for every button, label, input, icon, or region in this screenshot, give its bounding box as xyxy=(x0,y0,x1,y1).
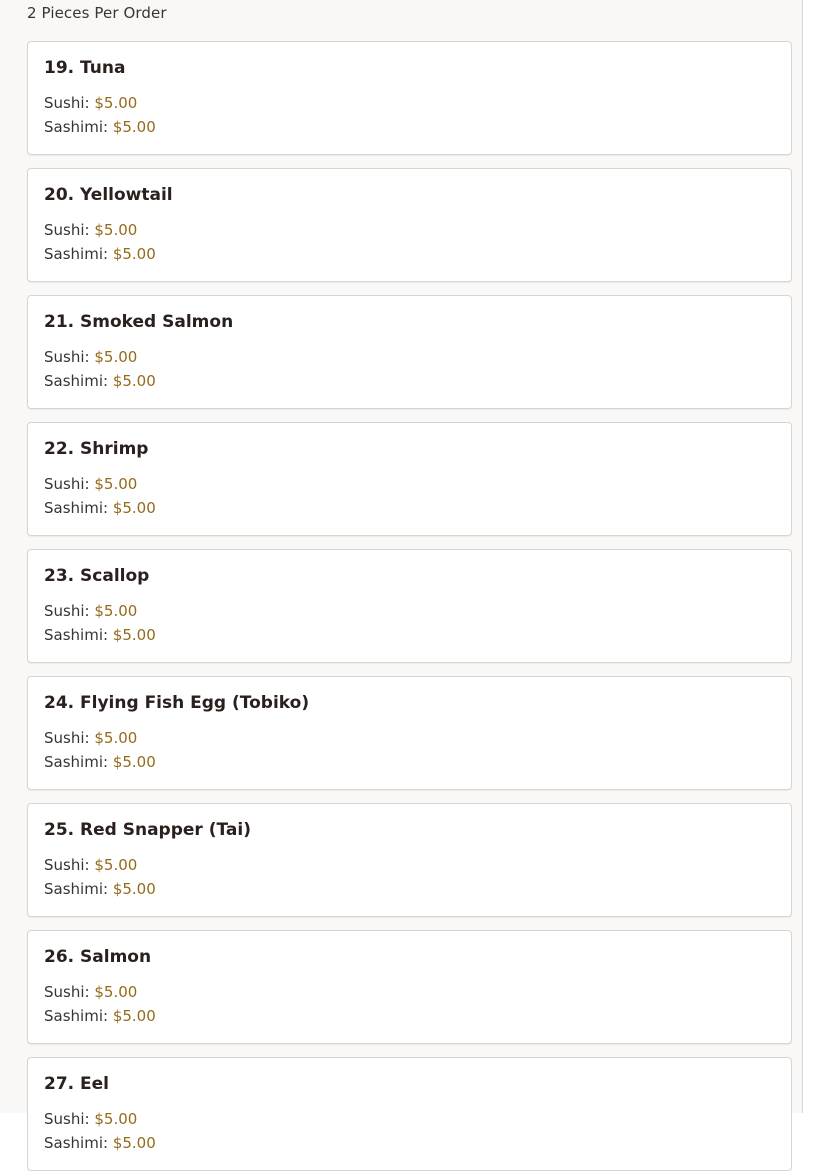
price-value: $5.00 xyxy=(112,626,156,644)
price-label: Sashimi: xyxy=(44,372,109,390)
price-value: $5.00 xyxy=(112,880,156,898)
sushi-price-row xyxy=(44,94,137,112)
sushi-price-row xyxy=(44,983,137,1001)
menu-item-title: 19. Tuna xyxy=(44,58,126,78)
menu-item-title: 21. Smoked Salmon xyxy=(44,312,234,332)
sushi-price-row xyxy=(44,348,137,366)
price-label: Sushi: xyxy=(44,856,90,874)
menu-item-card[interactable] xyxy=(27,168,792,282)
sashimi-price-row xyxy=(44,118,156,136)
price-label: Sushi: xyxy=(44,94,90,112)
price-label: Sushi: xyxy=(44,602,90,620)
price-value: $5.00 xyxy=(112,372,156,390)
price-value: $5.00 xyxy=(94,856,138,874)
price-value: $5.00 xyxy=(94,1110,138,1128)
price-label: Sushi: xyxy=(44,348,90,366)
price-label: Sashimi: xyxy=(44,626,109,644)
sashimi-price-row xyxy=(44,499,156,517)
sushi-price-row xyxy=(44,729,137,747)
price-value: $5.00 xyxy=(112,118,156,136)
price-label: Sashimi: xyxy=(44,880,109,898)
price-value: $5.00 xyxy=(112,1134,156,1152)
menu-item-list xyxy=(27,41,792,1171)
price-label: Sashimi: xyxy=(44,1007,109,1025)
price-label: Sushi: xyxy=(44,1110,90,1128)
price-label: Sashimi: xyxy=(44,499,109,517)
price-value: $5.00 xyxy=(94,94,138,112)
menu-item-card[interactable] xyxy=(27,422,792,536)
price-value: $5.00 xyxy=(94,602,138,620)
price-label: Sashimi: xyxy=(44,1134,109,1152)
menu-item-title: 24. Flying Fish Egg (Tobiko) xyxy=(44,693,310,713)
menu-item-title: 22. Shrimp xyxy=(44,439,149,459)
price-value: $5.00 xyxy=(112,1007,156,1025)
price-label: Sashimi: xyxy=(44,118,109,136)
price-value: $5.00 xyxy=(94,983,138,1001)
sushi-price-row xyxy=(44,602,137,620)
menu-item-title: 23. Scallop xyxy=(44,566,150,586)
menu-item-title: 27. Eel xyxy=(44,1074,110,1094)
sashimi-price-row xyxy=(44,372,156,390)
menu-item-card[interactable] xyxy=(27,549,792,663)
menu-item-card[interactable] xyxy=(27,41,792,155)
menu-item-card[interactable] xyxy=(27,676,792,790)
price-value: $5.00 xyxy=(94,475,138,493)
price-label: Sushi: xyxy=(44,729,90,747)
sashimi-price-row xyxy=(44,1134,156,1152)
menu-item-card[interactable] xyxy=(27,295,792,409)
menu-item-card[interactable] xyxy=(27,1057,792,1171)
menu-item-title: 25. Red Snapper (Tai) xyxy=(44,820,251,840)
section-subtitle: 2 Pieces Per Order xyxy=(27,4,167,22)
price-value: $5.00 xyxy=(112,753,156,771)
price-value: $5.00 xyxy=(112,499,156,517)
menu-item-title: 20. Yellowtail xyxy=(44,185,173,205)
menu-item-title: 26. Salmon xyxy=(44,947,152,967)
sashimi-price-row xyxy=(44,245,156,263)
price-value: $5.00 xyxy=(94,221,138,239)
sashimi-price-row xyxy=(44,1007,156,1025)
sashimi-price-row xyxy=(44,626,156,644)
price-value: $5.00 xyxy=(94,729,138,747)
sushi-price-row xyxy=(44,221,137,239)
price-label: Sushi: xyxy=(44,221,90,239)
price-value: $5.00 xyxy=(112,245,156,263)
sushi-price-row xyxy=(44,856,137,874)
sashimi-price-row xyxy=(44,880,156,898)
menu-item-card[interactable] xyxy=(27,803,792,917)
price-label: Sashimi: xyxy=(44,245,109,263)
price-label: Sashimi: xyxy=(44,753,109,771)
sushi-price-row xyxy=(44,475,137,493)
price-label: Sushi: xyxy=(44,983,90,1001)
price-value: $5.00 xyxy=(94,348,138,366)
sashimi-price-row xyxy=(44,753,156,771)
price-label: Sushi: xyxy=(44,475,90,493)
menu-item-card[interactable] xyxy=(27,930,792,1044)
